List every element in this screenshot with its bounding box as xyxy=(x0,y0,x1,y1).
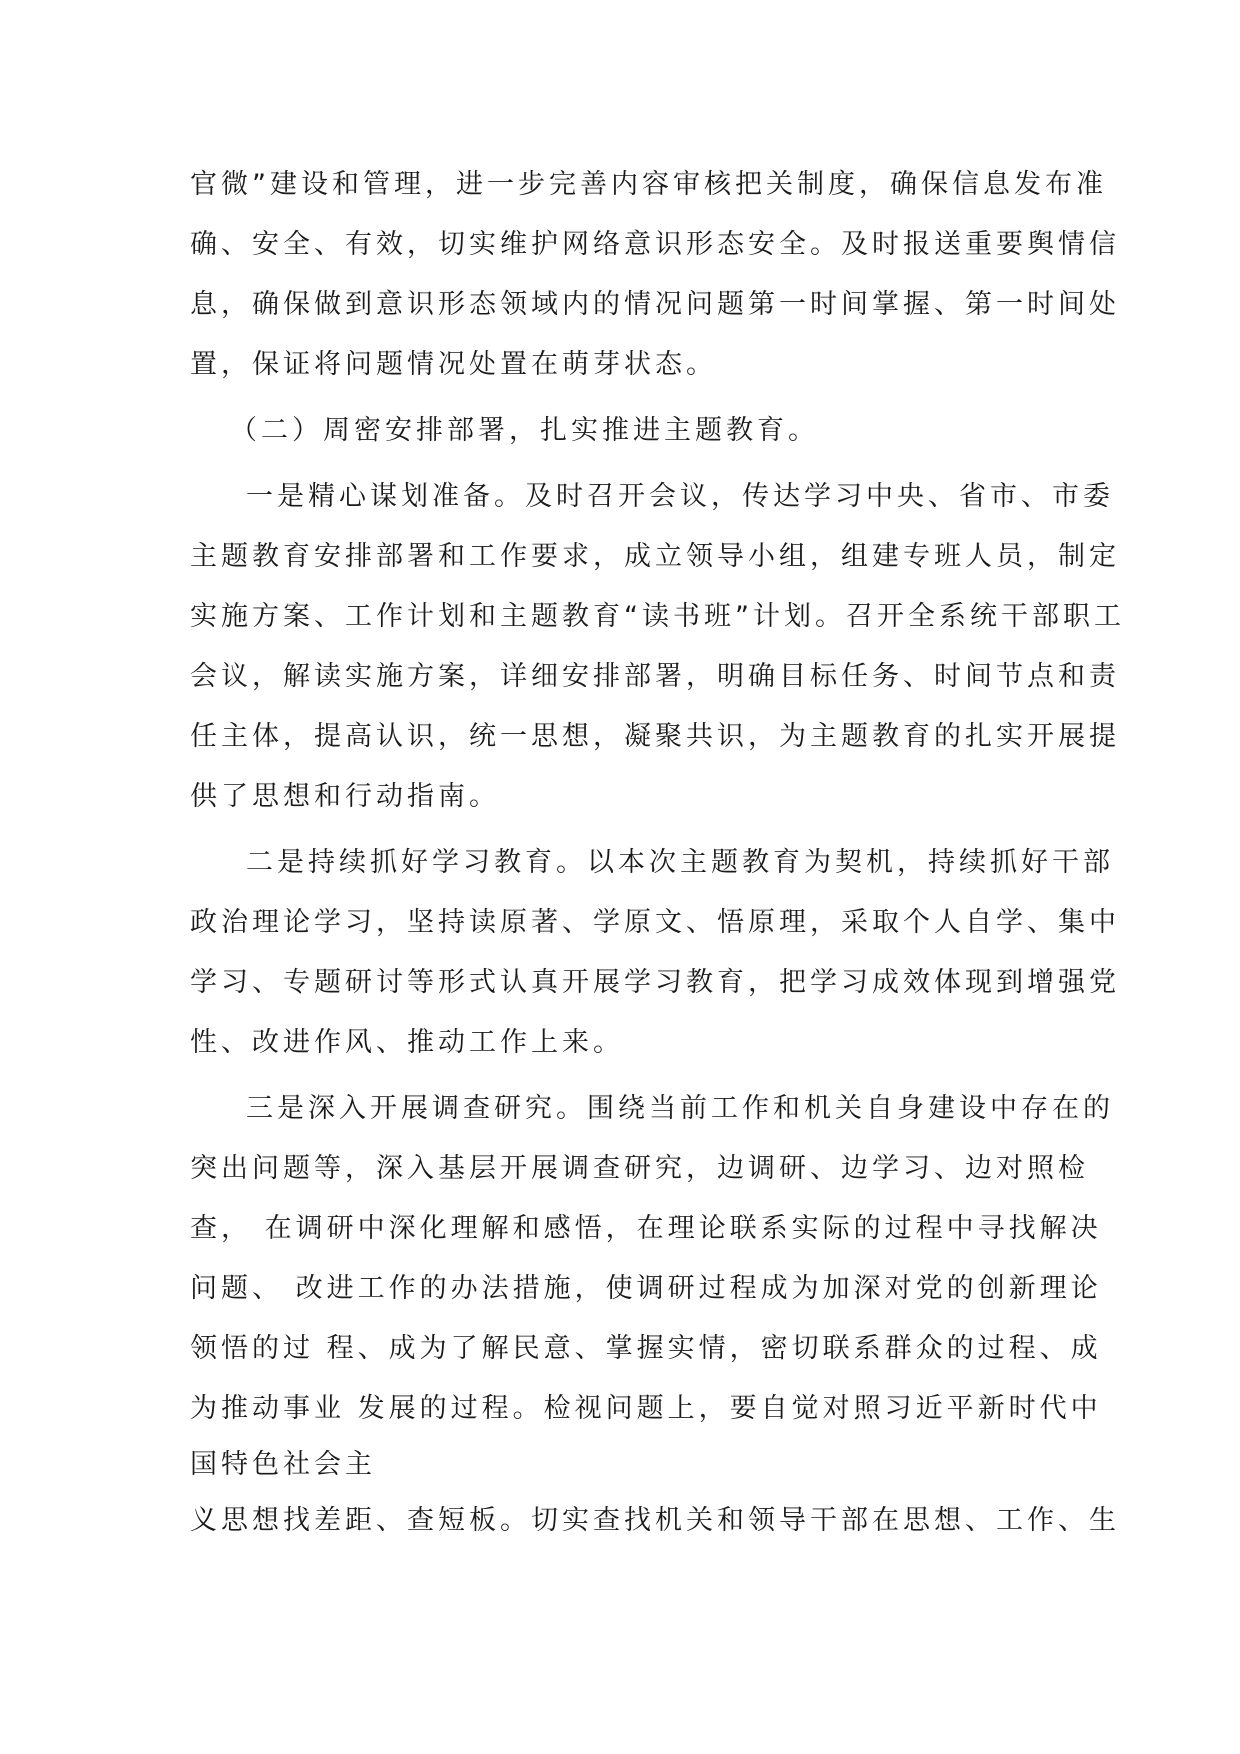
heading-text: （二）周密安排部署，扎实推进主题教育。 xyxy=(230,415,819,446)
text-line: 一是精心谋划准备。及时召开会议，传达学习中央、省市、市委 xyxy=(246,481,1114,512)
document-body xyxy=(190,155,1125,1551)
text-line: 查， 在调研中深化理解和感悟，在理论联系实际的过程中寻找解决 xyxy=(190,1213,1102,1244)
text-line: 主题教育安排部署和工作要求，成立领导小组，组建专班人员，制定 xyxy=(190,541,1120,572)
text-line: 官微”建设和管理，进一步完善内容审核把关制度，确保信息发布准 xyxy=(190,169,1107,200)
paragraph-5 xyxy=(190,1079,1120,1551)
paragraph-3 xyxy=(190,467,1125,827)
text-line: 息，确保做到意识形态领域内的情况问题第一时间掌握、第一时间处 xyxy=(190,289,1120,320)
text-line: 问题、 改进工作的办法措施，使调研过程成为加深对党的创新理论 xyxy=(190,1273,1102,1304)
text-line: 会议，解读实施方案，详细安排部署，明确目标任务、时间节点和责 xyxy=(190,661,1120,692)
paragraph-1 xyxy=(190,155,1120,395)
text-line: 置，保证将问题情况处置在萌芽状态。 xyxy=(190,349,717,380)
text-line: 确、安全、有效，切实维护网络意识形态安全。及时报送重要舆情信 xyxy=(190,229,1120,260)
text-line: 突出问题等，深入基层开展调查研究，边调研、边学习、边对照检 xyxy=(190,1153,1089,1184)
text-line: 三是深入开展调查研究。围绕当前工作和机关自身建设中存在的 xyxy=(246,1093,1114,1124)
text-line: 领悟的过 程、成为了解民意、掌握实情，密切联系群众的过程、成 xyxy=(190,1333,1102,1364)
text-line: 义思想找差距、查短板。切实查找机关和领导干部在思想、工作、生 xyxy=(190,1505,1120,1536)
text-line: 任主体，提高认识，统一思想，凝聚共识，为主题教育的扎实开展提 xyxy=(190,721,1120,752)
text-line: 为推动事业 发展的过程。检视问题上，要自觉对照习近平新时代中 xyxy=(190,1393,1102,1424)
section-heading xyxy=(190,401,1050,461)
text-line: 政治理论学习，坚持读原著、学原文、悟原理，采取个人自学、集中 xyxy=(190,907,1120,938)
text-line: 供了思想和行动指南。 xyxy=(190,781,500,812)
text-line: 二是持续抓好学习教育。以本次主题教育为契机，持续抓好干部 xyxy=(246,847,1114,878)
text-line: 学习、专题研讨等形式认真开展学习教育，把学习成效体现到增强党 xyxy=(190,967,1120,998)
text-line: 国特色社会主 xyxy=(190,1449,376,1480)
text-line: 性、改进作风、推动工作上来。 xyxy=(190,1027,624,1058)
text-line: 实施方案、工作计划和主题教育“读书班”计划。召开全系统干部职工 xyxy=(190,601,1125,632)
paragraph-4 xyxy=(190,833,1120,1073)
